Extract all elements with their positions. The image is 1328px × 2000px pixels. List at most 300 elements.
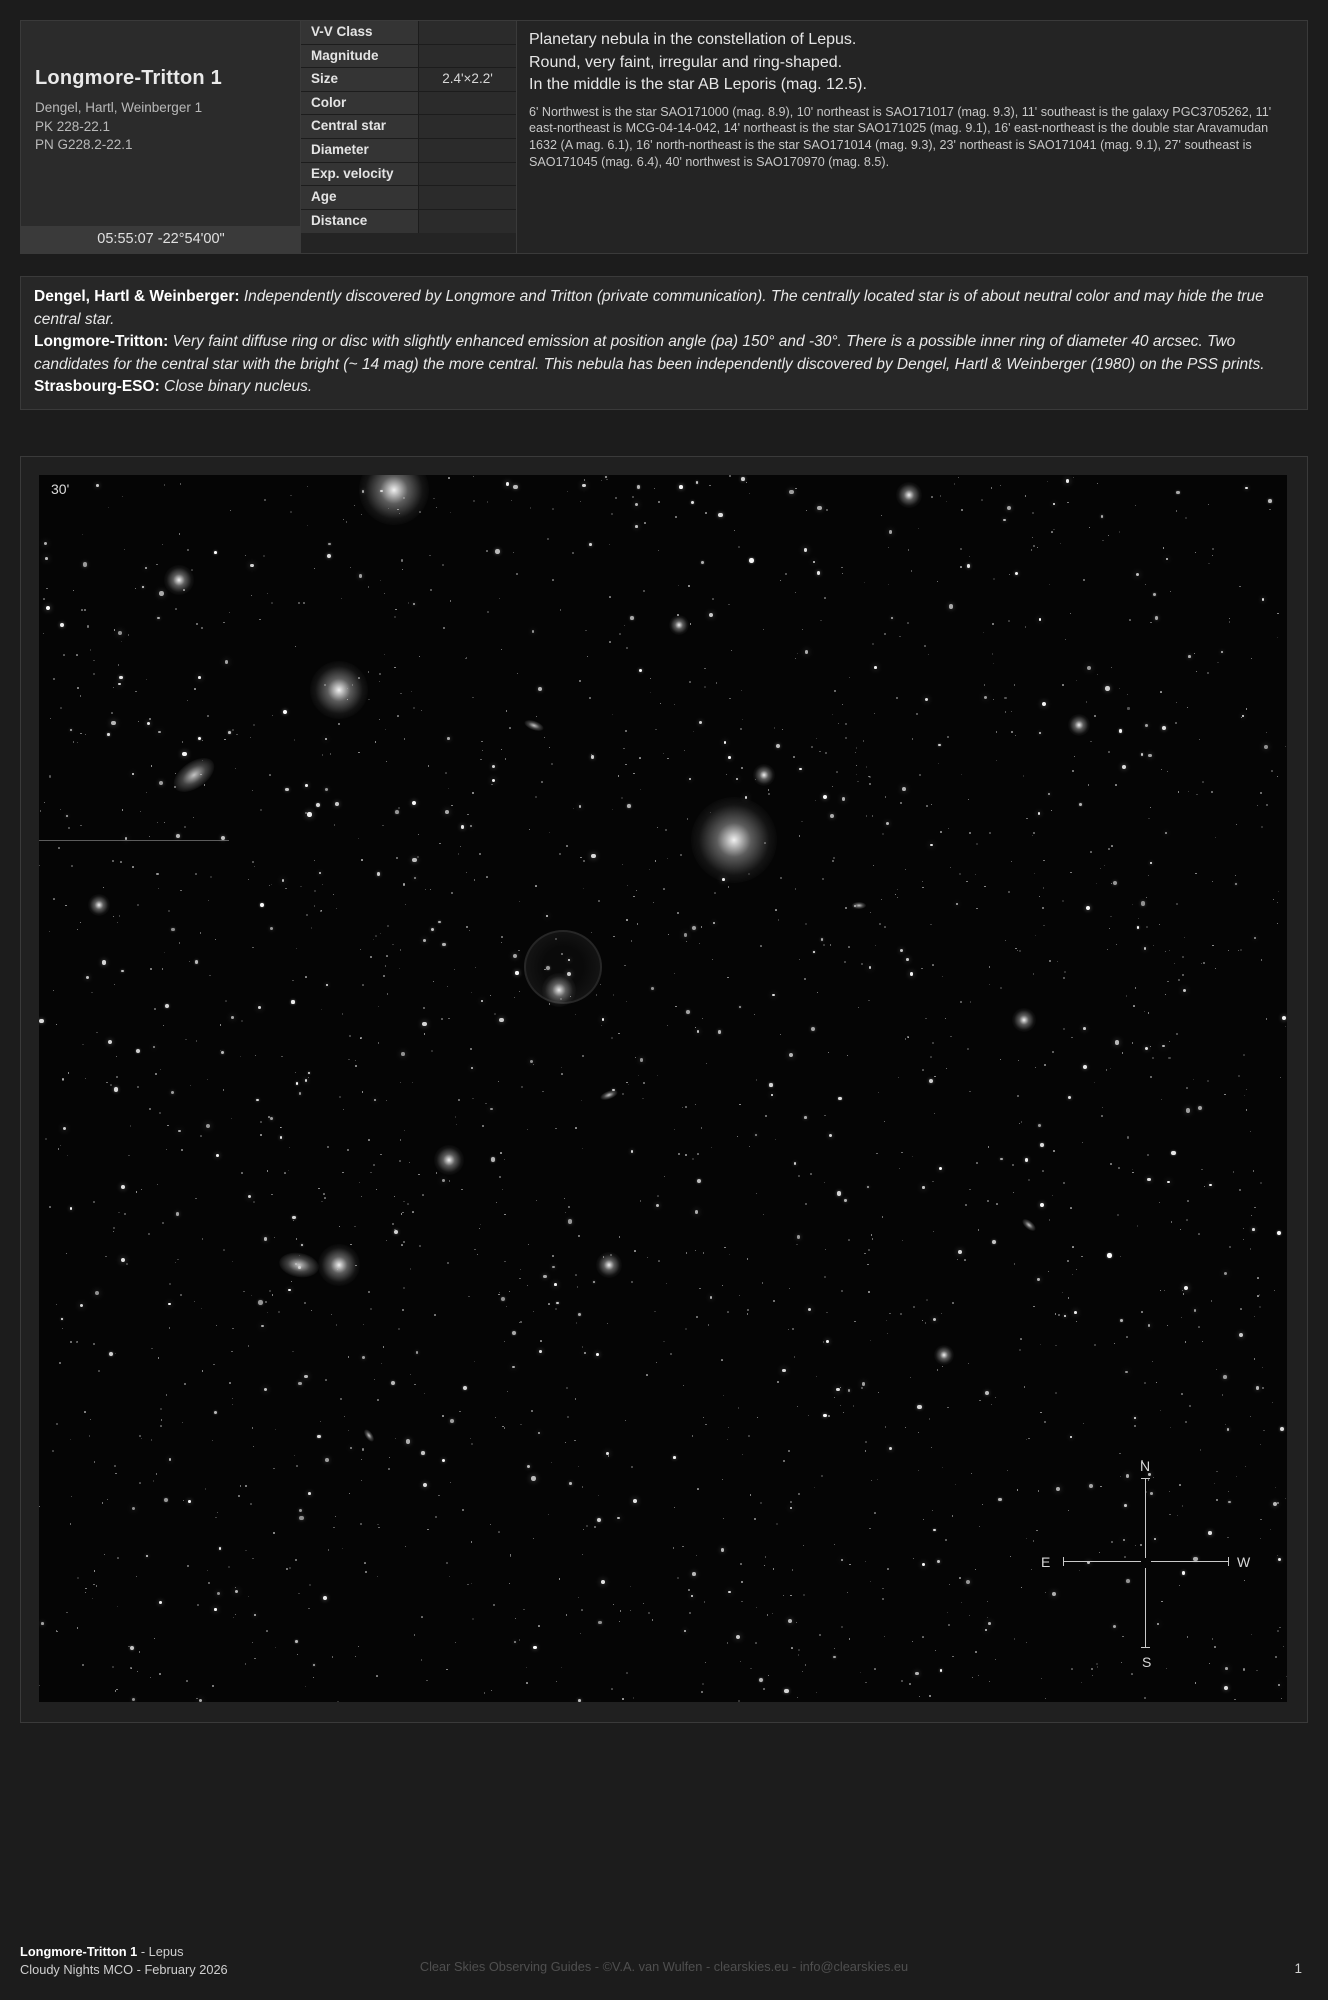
star-point — [1182, 974, 1183, 975]
star-point — [696, 481, 699, 484]
star-point — [541, 781, 543, 783]
star-point — [394, 616, 395, 617]
star-point — [886, 1320, 887, 1321]
star-point — [554, 1283, 557, 1286]
star-point — [765, 1115, 766, 1116]
star-point — [305, 976, 307, 978]
star-point — [579, 680, 581, 682]
star-point — [601, 480, 602, 481]
star-point — [749, 1146, 750, 1147]
star-point — [1209, 1184, 1211, 1186]
object-description — [517, 21, 1307, 253]
star-point — [932, 964, 934, 966]
star-point — [823, 944, 825, 946]
star-point — [642, 1098, 643, 1099]
star-point — [251, 595, 252, 596]
star-point — [162, 968, 164, 970]
star-point — [727, 1311, 729, 1313]
star-point — [716, 682, 717, 683]
star-point — [845, 723, 847, 725]
property-value — [419, 115, 516, 138]
star-point — [498, 1531, 500, 1533]
star-point — [832, 786, 833, 787]
star-point — [403, 1241, 405, 1243]
star-point — [1266, 1018, 1268, 1020]
star-point — [70, 1439, 71, 1440]
star-point — [834, 690, 835, 691]
star-point — [726, 774, 727, 775]
star-point — [624, 625, 625, 626]
star-point — [295, 1559, 297, 1561]
star-point — [303, 602, 305, 604]
star-point — [784, 1689, 788, 1693]
star-point — [514, 997, 515, 998]
star-point — [179, 942, 180, 943]
star-point — [760, 1502, 761, 1503]
star-point — [591, 854, 596, 859]
star-point — [115, 1473, 116, 1474]
star-point — [738, 1407, 740, 1409]
star-point — [491, 784, 492, 785]
star-point — [983, 632, 985, 634]
star-point — [1277, 613, 1278, 614]
star-point — [589, 543, 592, 546]
star-point — [1165, 832, 1168, 835]
star-point — [195, 1198, 196, 1199]
star-point — [881, 899, 882, 900]
star-point — [374, 1099, 376, 1101]
star-point — [130, 1646, 134, 1650]
star-point — [355, 1065, 357, 1067]
star-point — [1186, 1219, 1188, 1221]
star-point — [1041, 1678, 1042, 1679]
star-point — [993, 578, 995, 580]
star-point — [1111, 845, 1113, 847]
star-point — [80, 695, 81, 696]
star-point — [1094, 1082, 1095, 1083]
star-point — [1260, 1519, 1261, 1520]
star-point — [114, 1465, 116, 1467]
star-point — [836, 1388, 839, 1391]
star-point — [690, 623, 692, 625]
star-point — [294, 739, 295, 740]
star-point — [596, 1353, 599, 1356]
star-point — [417, 856, 419, 858]
property-value — [419, 186, 516, 209]
star-point — [231, 1351, 233, 1353]
star-point — [1266, 732, 1268, 734]
star-point — [746, 482, 747, 483]
star-point — [436, 1172, 437, 1173]
star-point — [783, 1460, 785, 1462]
star-point — [942, 1366, 943, 1367]
star-point — [386, 761, 387, 762]
star-point — [925, 698, 928, 701]
description-line-1: Planetary nebula in the constellation of Lepus. — [529, 31, 857, 48]
star-point — [575, 1127, 577, 1129]
star-point — [373, 939, 374, 940]
star-point — [1011, 861, 1012, 862]
compass-west-label: W — [1237, 1554, 1251, 1570]
star-point — [1019, 1123, 1020, 1124]
star-point — [149, 836, 150, 837]
star-point — [921, 968, 923, 970]
star-point — [295, 1072, 296, 1073]
star-point — [663, 1341, 665, 1343]
star-point — [505, 758, 507, 760]
star-point — [633, 773, 635, 775]
star-point — [913, 1558, 915, 1560]
star-point — [889, 530, 893, 534]
star-point — [689, 681, 691, 683]
star-point — [404, 1130, 405, 1131]
star-point — [1180, 1229, 1181, 1230]
star-point — [273, 1468, 274, 1469]
star-point — [359, 574, 363, 578]
star-point — [264, 1237, 268, 1241]
star-point — [655, 729, 656, 730]
star-point — [865, 1682, 867, 1684]
star-point — [566, 1614, 568, 1616]
star-point — [385, 965, 386, 966]
star-point — [1109, 928, 1110, 929]
star-point — [842, 573, 843, 574]
star-point — [194, 688, 196, 690]
star-point — [915, 1672, 918, 1675]
star-point — [1272, 1402, 1273, 1403]
star-point — [136, 1191, 137, 1192]
star-point — [363, 1324, 364, 1325]
star-point — [400, 693, 401, 694]
star-point — [901, 1680, 903, 1682]
star-point — [759, 1678, 763, 1682]
property-value — [419, 45, 516, 68]
star-point — [1097, 674, 1098, 675]
table-row — [301, 163, 516, 187]
star-point — [252, 1427, 253, 1428]
star-point — [175, 608, 177, 610]
star-point — [359, 1182, 360, 1183]
star-point — [515, 971, 518, 974]
star-point — [401, 1052, 405, 1056]
star-point — [1146, 926, 1148, 928]
star-point — [987, 1601, 988, 1602]
star-point — [293, 1220, 294, 1221]
star-point — [1233, 1171, 1234, 1172]
star-point — [82, 1664, 84, 1666]
object-header — [20, 20, 1308, 254]
star-point — [555, 1128, 557, 1130]
star-point — [275, 1647, 277, 1649]
star-point — [260, 903, 264, 907]
star-point — [940, 495, 942, 497]
star-point — [899, 1168, 900, 1169]
star-point — [322, 754, 324, 756]
star-point — [623, 748, 624, 749]
star-point — [750, 1494, 752, 1496]
star-point — [1088, 784, 1090, 786]
star-point — [1033, 545, 1035, 547]
star-point — [838, 1097, 842, 1101]
star-point — [1222, 1394, 1224, 1396]
star-point — [164, 822, 165, 823]
star-point — [225, 660, 229, 664]
star-point — [960, 548, 962, 550]
star-point — [686, 1252, 688, 1254]
star-point — [207, 1570, 208, 1571]
star-point — [272, 1294, 274, 1296]
star-point — [760, 945, 762, 947]
star-point — [477, 1254, 478, 1255]
star-point — [108, 1040, 112, 1044]
star-point — [225, 1000, 227, 1002]
star-point — [418, 1174, 420, 1176]
star-point — [1207, 1080, 1209, 1082]
star-point — [559, 1578, 560, 1579]
star-point — [184, 826, 186, 828]
star-point — [1286, 1676, 1287, 1678]
star-point — [378, 1527, 380, 1529]
star-point — [314, 860, 315, 861]
star-point — [60, 707, 62, 709]
star-point — [1083, 579, 1085, 581]
star-point — [900, 949, 903, 952]
star-point — [360, 1523, 362, 1525]
star-point — [1045, 1698, 1046, 1699]
star-point — [888, 547, 889, 548]
star-point — [182, 741, 183, 742]
star-point — [979, 1526, 981, 1528]
star-point — [754, 1014, 755, 1015]
star-point — [1238, 1075, 1240, 1077]
compass-north-label: N — [1140, 1458, 1151, 1474]
star-point — [1254, 1316, 1255, 1317]
star-point — [511, 500, 512, 501]
star-point — [413, 707, 415, 709]
star-point — [171, 928, 174, 931]
star-point — [337, 1701, 339, 1702]
star-point — [801, 821, 802, 822]
star-point — [691, 501, 694, 504]
star-point — [834, 1648, 835, 1649]
star-point — [591, 932, 592, 933]
star-point — [582, 1148, 583, 1149]
star-point — [168, 910, 169, 911]
footer-object-name: Longmore-Tritton 1 — [20, 1944, 138, 1959]
star-point — [1171, 1151, 1175, 1155]
star-point — [349, 1035, 351, 1037]
star-point — [395, 1438, 396, 1439]
bright-star — [934, 1345, 954, 1365]
star-point — [201, 627, 203, 629]
star-point — [410, 1268, 412, 1270]
star-point — [896, 697, 898, 699]
star-point — [217, 1512, 218, 1513]
star-point — [1253, 1170, 1255, 1172]
star-point — [1262, 1367, 1263, 1368]
star-point — [773, 1300, 775, 1302]
star-point — [1167, 981, 1169, 983]
star-point — [864, 1253, 865, 1254]
star-point — [252, 861, 254, 863]
star-point — [389, 1457, 390, 1458]
star-point — [1261, 959, 1262, 960]
star-point — [777, 1381, 779, 1383]
star-point — [1044, 1421, 1045, 1422]
star-point — [501, 649, 502, 650]
star-point — [298, 1382, 301, 1385]
star-point — [602, 1018, 605, 1021]
star-point — [799, 959, 800, 960]
star-point — [631, 940, 633, 942]
star-point — [897, 897, 898, 898]
star-point — [741, 690, 742, 691]
star-point — [102, 960, 106, 964]
star-point — [1079, 803, 1082, 806]
star-point — [166, 1394, 167, 1395]
star-point — [1040, 1412, 1042, 1414]
star-point — [342, 1172, 344, 1174]
star-point — [856, 765, 857, 766]
star-point — [1182, 1290, 1183, 1291]
star-point — [727, 1439, 728, 1440]
star-point — [90, 649, 91, 650]
star-point — [764, 1565, 765, 1566]
star-point — [135, 588, 136, 589]
star-point — [989, 832, 991, 834]
star-point — [229, 612, 230, 613]
star-point — [984, 696, 987, 699]
star-point — [884, 1121, 886, 1123]
star-point — [160, 1425, 162, 1427]
star-point — [113, 687, 114, 688]
star-point — [991, 487, 993, 489]
star-point — [77, 742, 78, 743]
bright-star — [896, 482, 922, 508]
star-point — [112, 1666, 114, 1668]
star-point — [845, 907, 846, 908]
star-point — [697, 1153, 699, 1155]
star-point — [1171, 1221, 1173, 1223]
star-point — [358, 752, 360, 754]
star-point — [756, 1193, 757, 1194]
star-point — [45, 1138, 47, 1140]
star-point — [857, 781, 858, 782]
star-point — [68, 1072, 70, 1074]
star-point — [183, 1500, 184, 1501]
star-point — [295, 646, 296, 647]
star-point — [102, 1502, 103, 1503]
star-point — [1150, 1046, 1151, 1047]
star-point — [1105, 686, 1109, 690]
star-point — [1026, 818, 1028, 820]
star-point — [1169, 950, 1170, 951]
star-point — [1176, 903, 1178, 905]
star-point — [838, 723, 839, 724]
star-point — [208, 900, 209, 901]
star-point — [269, 1290, 271, 1292]
star-point — [981, 499, 983, 501]
star-point — [824, 597, 826, 599]
star-point — [92, 1598, 93, 1599]
star-point — [1058, 1314, 1060, 1316]
star-point — [622, 864, 623, 865]
star-point — [248, 1345, 250, 1347]
star-point — [1052, 1195, 1053, 1196]
star-point — [1070, 613, 1071, 614]
bright-star — [596, 1252, 622, 1278]
star-point — [1144, 1382, 1146, 1384]
star-point — [159, 1601, 162, 1604]
star-point — [1163, 547, 1164, 548]
star-point — [1072, 770, 1074, 772]
star-point — [1015, 735, 1016, 736]
star-point — [1000, 1059, 1001, 1060]
star-point — [992, 1240, 996, 1244]
star-point — [320, 1421, 321, 1422]
star-point — [945, 1539, 947, 1541]
star-point — [499, 1018, 503, 1022]
star-point — [305, 784, 308, 787]
star-point — [910, 1377, 911, 1378]
star-point — [377, 1576, 378, 1577]
star-point — [922, 887, 923, 888]
star-point — [577, 1286, 579, 1288]
star-point — [1100, 868, 1101, 869]
star-point — [427, 1529, 428, 1530]
star-point — [182, 752, 186, 756]
star-point — [736, 1635, 740, 1639]
star-point — [967, 1048, 969, 1050]
star-point — [1263, 1430, 1264, 1431]
star-point — [941, 1313, 943, 1315]
star-point — [138, 721, 139, 722]
star-point — [692, 1158, 694, 1160]
star-point — [957, 1259, 958, 1260]
star-point — [1229, 618, 1230, 619]
star-point — [347, 1149, 349, 1151]
star-point — [1034, 873, 1035, 874]
star-point — [1162, 726, 1166, 730]
star-point — [626, 1672, 628, 1674]
star-point — [1195, 1682, 1197, 1684]
star-point — [282, 879, 285, 882]
star-point — [360, 1037, 362, 1039]
star-point — [989, 984, 990, 985]
star-point — [375, 935, 377, 937]
star-point — [80, 733, 82, 735]
star-point — [56, 1423, 58, 1425]
star-point — [906, 958, 909, 961]
star-point — [498, 1294, 499, 1295]
star-point — [248, 1195, 251, 1198]
star-point — [1063, 977, 1065, 979]
star-point — [1277, 776, 1278, 777]
star-point — [506, 482, 510, 486]
star-point — [718, 1030, 722, 1034]
star-point — [1053, 1150, 1055, 1152]
star-point — [339, 1096, 341, 1098]
star-point — [836, 771, 838, 773]
star-point — [709, 485, 711, 487]
star-point — [969, 1091, 971, 1093]
star-point — [288, 1289, 291, 1292]
star-point — [919, 774, 921, 776]
star-point — [66, 1612, 68, 1614]
star-point — [813, 561, 815, 563]
star-point — [1262, 1387, 1263, 1388]
star-point — [228, 731, 231, 734]
